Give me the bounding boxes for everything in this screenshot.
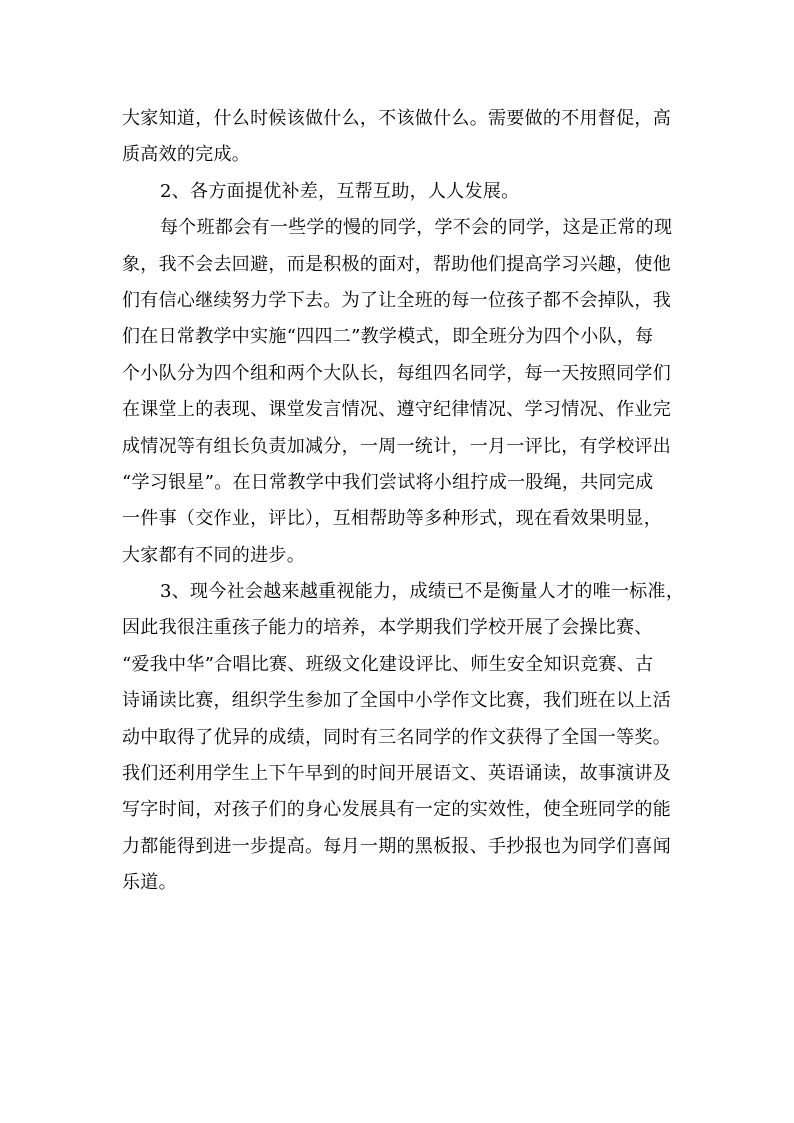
text-line: 象，我不会去回避，而是积极的面对，帮助他们提高学习兴趣，使他 xyxy=(122,253,671,275)
document-body xyxy=(122,101,685,902)
text-line: 动中取得了优异的成绩，同时有三名同学的作文获得了全国一等奖。 xyxy=(122,726,671,748)
paragraph-continuation xyxy=(122,101,678,174)
text-line: 每个班都会有一些学的慢的同学，学不会的同学，这是正常的现 xyxy=(160,217,673,239)
text-line: 我们还利用学生上下午早到的时间开展语文、英语诵读，故事演讲及 xyxy=(122,763,671,785)
text-line: 3、现今社会越来越重视能力，成绩已不是衡量人才的唯一标准， xyxy=(160,581,685,603)
text-line: 一件事（交作业，评比），互相帮助等多种形式，现在看效果明显， xyxy=(122,508,662,530)
paragraph-peer-support xyxy=(122,210,678,574)
text-line: 因此我很注重孩子能力的培养，本学期我们学校开展了会操比赛、 xyxy=(122,617,653,639)
text-line: 大家都有不同的进步。 xyxy=(122,544,305,566)
text-line: 们有信心继续努力学下去。为了让全班的每一位孩子都不会掉队，我 xyxy=(122,289,671,311)
text-line: 力都能得到进一步提高。每月一期的黑板报、手抄报也为同学们喜闻 xyxy=(122,835,671,857)
text-line: 个小队分为四个组和两个大队长，每组四名同学，每一天按照同学们 xyxy=(122,362,671,384)
text-line: 成情况等有组长负责加减分，一周一统计，一月一评比，有学校评出 xyxy=(122,435,671,457)
text-line: 在课堂上的表现、课堂发言情况、遵守纪律情况、学习情况、作业完 xyxy=(122,399,671,421)
text-line: “学习银星”。在日常教学中我们尝试将小组拧成一股绳，共同完成 xyxy=(122,471,654,493)
text-line: 质高效的完成。 xyxy=(122,144,251,166)
text-line: 们在日常教学中实施“四四二”教学模式，即全班分为四个小队，每 xyxy=(122,326,654,348)
paragraph-ability-training xyxy=(122,574,685,902)
text-line: 乐道。 xyxy=(122,872,177,894)
text-line: 大家知道，什么时候该做什么，不该做什么。需要做的不用督促，高 xyxy=(122,108,671,129)
text-line: 2、各方面提优补差，互帮互助，人人发展。 xyxy=(160,180,520,202)
text-line: 诗诵读比赛，组织学生参加了全国中小学作文比赛，我们班在以上活 xyxy=(122,690,671,712)
text-line: “爱我中华”合唱比赛、班级文化建设评比、师生安全知识竞赛、古 xyxy=(122,653,654,675)
section-heading-2 xyxy=(122,174,678,210)
text-line: 写字时间，对孩子们的身心发展具有一定的实效性，使全班同学的能 xyxy=(122,799,671,821)
